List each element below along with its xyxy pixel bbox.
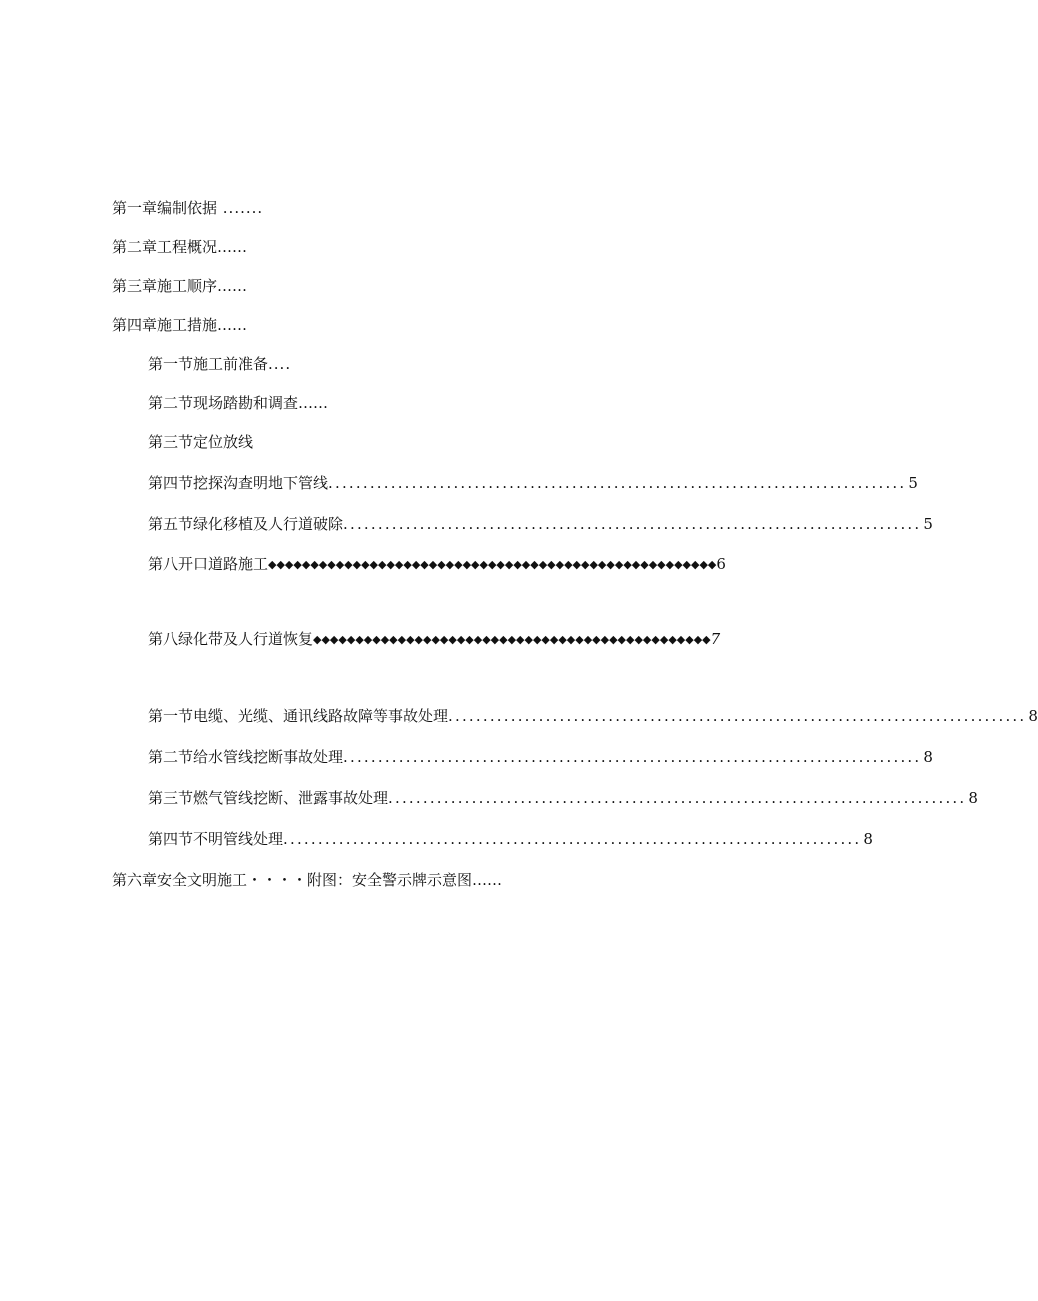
toc-page-number: 8 xyxy=(863,830,873,848)
toc-entry-ch3[interactable] xyxy=(112,276,247,296)
toc-entry-ch4-sec5[interactable] xyxy=(148,514,933,534)
toc-page-number: 8 xyxy=(1028,707,1038,725)
toc-leader: ....... xyxy=(217,199,264,217)
toc-entry-label: 第六章安全文明施工・・・・附图：安全警示牌示意图 xyxy=(112,871,473,889)
toc-entry-label: 第二节现场踏勘和调查 xyxy=(148,394,299,412)
toc-entry-label: 第一章编制依据 xyxy=(112,199,218,217)
toc-entry-ch5-sec4[interactable] xyxy=(148,829,873,849)
toc-page-number: 7 xyxy=(710,630,721,648)
toc-entry-label: 第二节给水管线挖断事故处理 xyxy=(148,748,344,766)
toc-leader: …… xyxy=(217,316,248,334)
toc-entry-label: 第三节燃气管线挖断、泄露事故处理 xyxy=(148,789,389,807)
toc-entry-ch4-sec6[interactable] xyxy=(148,554,726,574)
toc-leader: …… xyxy=(217,238,248,256)
toc-leader: ................................................................................... xyxy=(388,789,967,807)
toc-entry-ch4-sec7[interactable] xyxy=(148,629,720,649)
toc-leader: ................................................................................... xyxy=(343,515,922,533)
toc-entry-label: 第三节定位放线 xyxy=(148,433,254,451)
toc-leader: .... xyxy=(268,355,292,373)
toc-entry-ch1[interactable] xyxy=(112,198,263,218)
toc-entry-ch5-sec1[interactable] xyxy=(148,706,1038,726)
toc-leader: ................................................................................... xyxy=(283,830,862,848)
toc-entry-ch2[interactable] xyxy=(112,237,247,257)
toc-page-number: 8 xyxy=(923,748,933,766)
toc-leader: ................................................................................... xyxy=(328,474,907,492)
toc-page-number: 8 xyxy=(968,789,978,807)
toc-entry-label: 第三章施工顺序 xyxy=(112,277,218,295)
toc-entry-label: 第八绿化带及人行道恢复 xyxy=(148,630,314,648)
toc-entry-ch4-sec3[interactable] xyxy=(148,432,253,452)
toc-leader: …… xyxy=(472,871,503,889)
toc-entry-label: 第五节绿化移植及人行道破除 xyxy=(148,515,344,533)
toc-entry-label: 第一节施工前准备 xyxy=(148,355,269,373)
toc-entry-label: 第一节电缆、光缆、通讯线路故障等事故处理 xyxy=(148,707,449,725)
toc-entry-label: 第二章工程概况 xyxy=(112,238,218,256)
toc-leader: …… xyxy=(298,394,329,412)
toc-entry-label: 第四节不明管线处理 xyxy=(148,830,284,848)
toc-entry-ch5-sec3[interactable] xyxy=(148,788,978,808)
toc-page-number: 6 xyxy=(716,555,726,573)
toc-entry-ch4-sec4[interactable] xyxy=(148,473,918,493)
toc-entry-label: 第八开口道路施工 xyxy=(148,555,269,573)
toc-entry-ch5-sec2[interactable] xyxy=(148,747,933,767)
toc-leader: …… xyxy=(217,277,248,295)
toc-entry-ch4[interactable] xyxy=(112,315,247,335)
toc-page-number: 5 xyxy=(908,474,918,492)
toc-entry-ch4-sec2[interactable] xyxy=(148,393,328,413)
toc-entry-ch6[interactable] xyxy=(112,870,502,890)
toc-leader: ................................................................................... xyxy=(343,748,922,766)
toc-leader: ................................................................................... xyxy=(448,707,1027,725)
toc-entry-label: 第四章施工措施 xyxy=(112,316,218,334)
toc-leader: ◆◆◆◆◆◆◆◆◆◆◆◆◆◆◆◆◆◆◆◆◆◆◆◆◆◆◆◆◆◆◆◆◆◆◆◆◆◆◆◆◆◆◆◆◆◆◆ xyxy=(313,633,711,646)
toc-leader: ◆◆◆◆◆◆◆◆◆◆◆◆◆◆◆◆◆◆◆◆◆◆◆◆◆◆◆◆◆◆◆◆◆◆◆◆◆◆◆◆◆◆◆◆◆◆◆◆◆◆◆◆◆ xyxy=(268,558,717,571)
toc-page-number: 5 xyxy=(923,515,933,533)
toc-entry-label: 第四节挖探沟查明地下管线 xyxy=(148,474,329,492)
toc-entry-ch4-sec1[interactable] xyxy=(148,354,291,374)
